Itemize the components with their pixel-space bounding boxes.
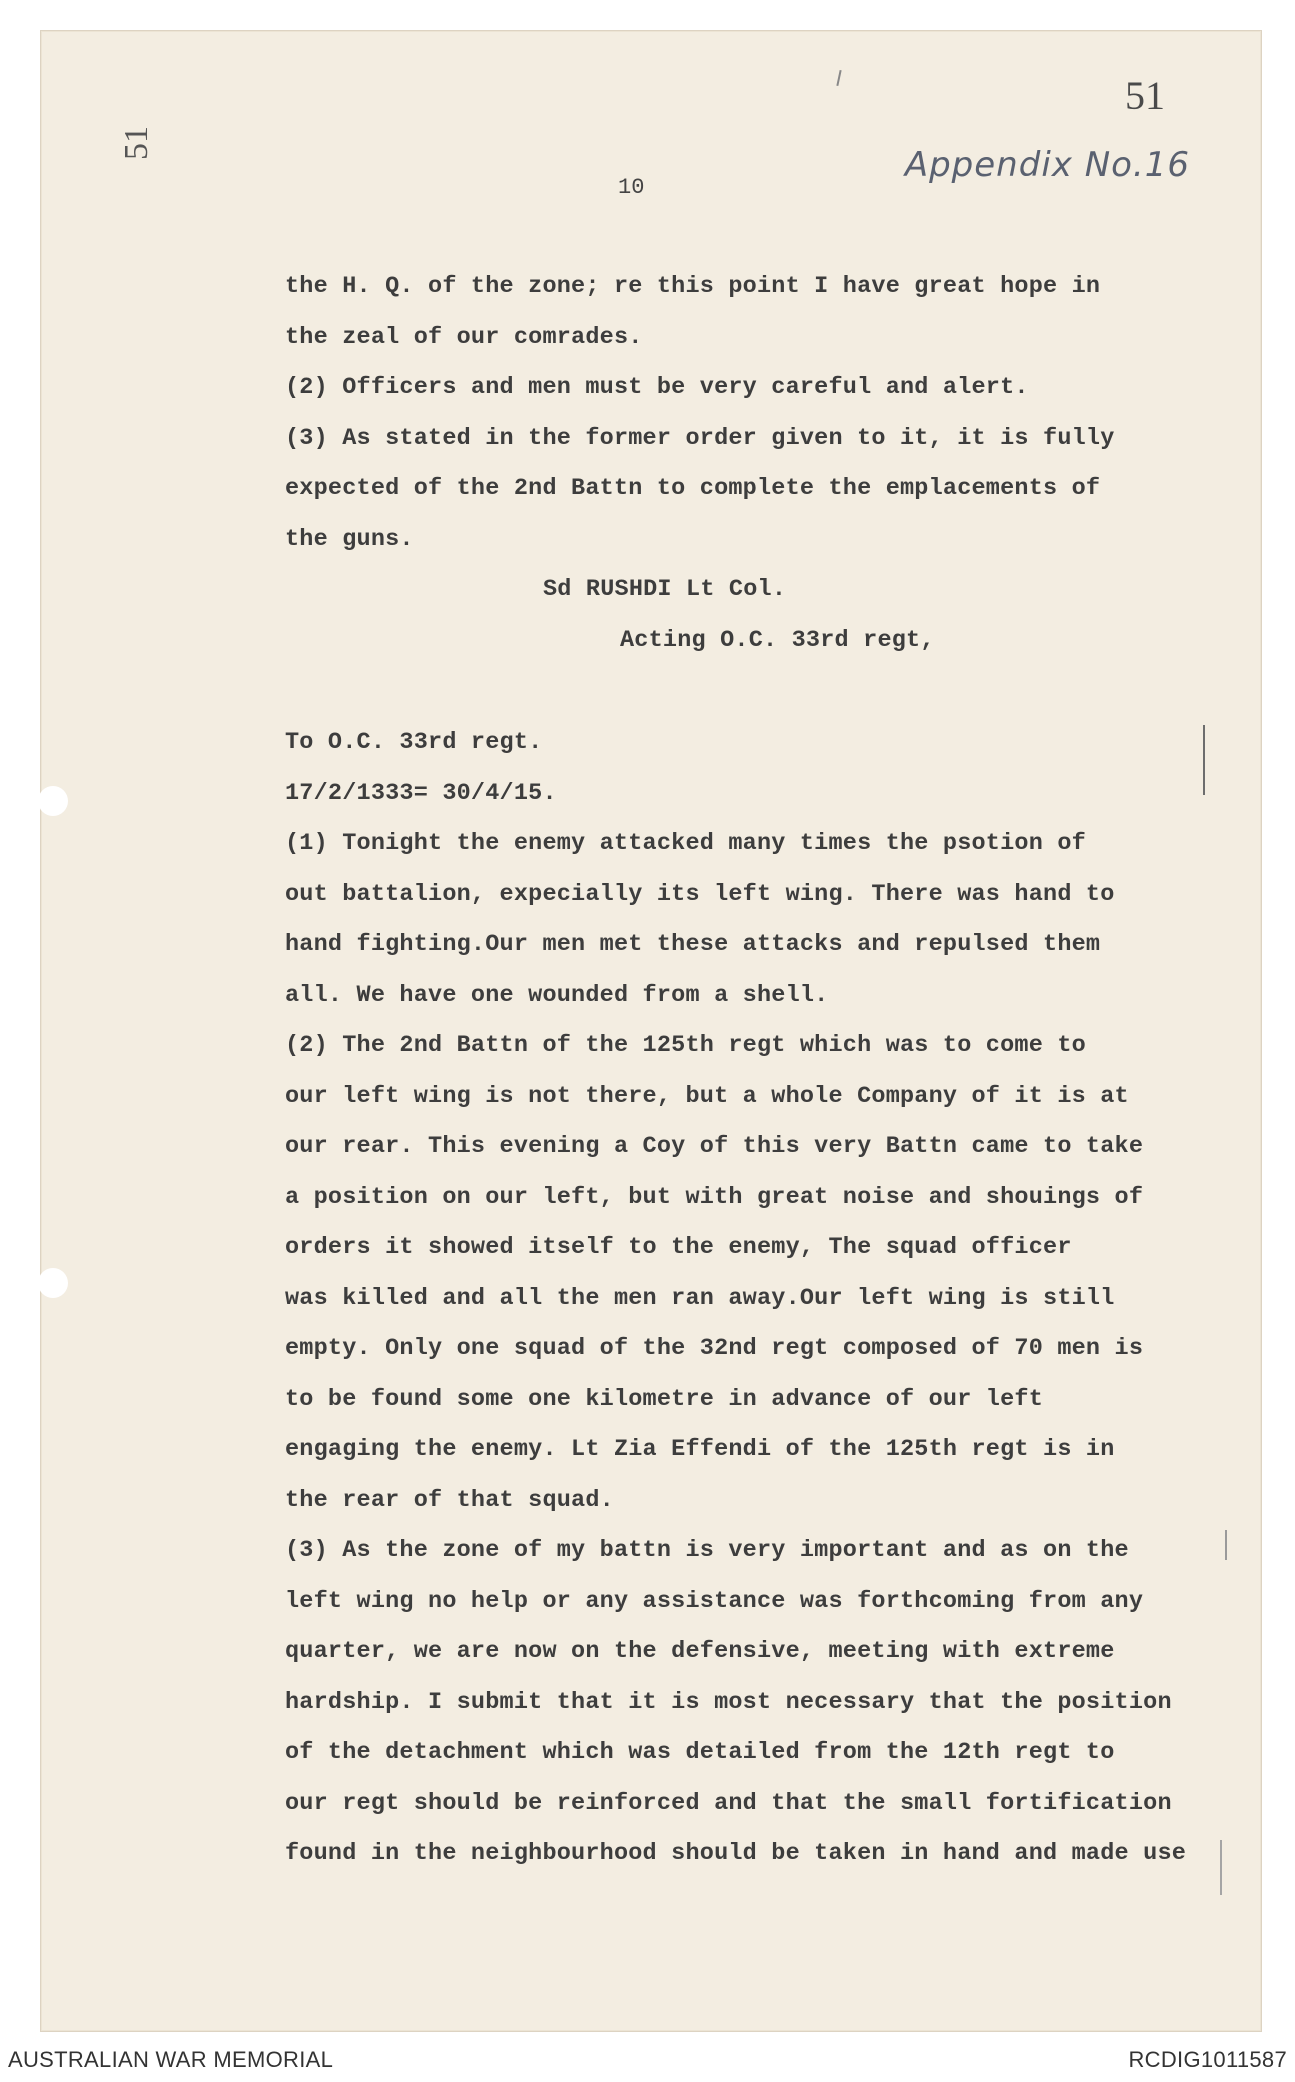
text-line: all. We have one wounded from a shell.: [285, 981, 829, 1009]
text-line: orders it showed itself to the enemy, The squad officer: [285, 1234, 1072, 1261]
text-line: the H. Q. of the zone; re this point I have great hope in: [285, 273, 1101, 300]
text-line: (3) As stated in the former order given to it, it is fully: [285, 424, 1115, 452]
text-line: the guns.: [285, 525, 414, 553]
text-line: a position on our left, but with great noise and shouings of: [285, 1183, 1144, 1211]
page-number: 10: [618, 175, 645, 200]
text-line: was killed and all the men ran away.Our left wing is still: [285, 1284, 1115, 1312]
folio-number: 51: [1125, 73, 1165, 118]
text-line: to be found some one kilometre in advance of our left: [285, 1385, 1044, 1413]
text-line: of the detachment which was detailed from the 12th regt to: [285, 1739, 1115, 1766]
punch-hole: [38, 1268, 68, 1298]
text-line: hardship. I submit that it is most necessary that the position: [285, 1688, 1172, 1716]
text-line: our rear. This evening a Coy of this very Battn came to take: [285, 1133, 1144, 1160]
text-line: hand fighting.Our men met these attacks and repulsed them: [285, 931, 1101, 958]
text-line: (2) The 2nd Battn of the 125th regt which was to come to: [285, 1032, 1086, 1059]
text-line: the rear of that squad.: [285, 1486, 614, 1514]
text-line: found in the neighbourhood should be taken in hand and made use: [285, 1840, 1187, 1867]
text-line: our left wing is not there, but a whole Company of it is at: [285, 1082, 1129, 1110]
pencil-mark: [1225, 1530, 1227, 1560]
footer-record-id: RCDIG1011587: [1128, 2047, 1287, 2072]
punch-hole: [38, 786, 68, 816]
addressee-line: To O.C. 33rd regt.: [285, 729, 543, 756]
text-line: (2) Officers and men must be very careful and alert.: [285, 374, 1029, 401]
text-line: the zeal of our comrades.: [285, 323, 643, 351]
date-line: 17/2/1333= 30/4/15.: [285, 779, 557, 807]
text-line: expected of the 2nd Battn to complete the emplacements of: [285, 475, 1101, 502]
text-line: quarter, we are now on the defensive, meeting with extreme: [285, 1638, 1115, 1665]
text-line: our regt should be reinforced and that the small fortification: [285, 1789, 1172, 1817]
text-line: empty. Only one squad of the 32nd regt composed of 70 men is: [285, 1335, 1144, 1362]
text-line: left wing no help or any assistance was forthcoming from any: [285, 1587, 1144, 1615]
signature-title: Acting O.C. 33rd regt,: [620, 626, 935, 654]
spacer: [285, 666, 1245, 718]
side-folio-number: 51: [118, 126, 155, 160]
signature-name: Sd RUSHDI Lt Col.: [543, 576, 787, 603]
text-line: engaging the enemy. Lt Zia Effendi of the 125th regt is in: [285, 1436, 1115, 1463]
document-body: [285, 262, 1245, 1880]
appendix-note: Appendix No.16: [904, 145, 1190, 185]
pencil-mark: [1220, 1840, 1222, 1895]
footer-archive-name: AUSTRALIAN WAR MEMORIAL: [8, 2047, 334, 2072]
text-line: (1) Tonight the enemy attacked many times the psotion of: [285, 830, 1086, 857]
text-line: out battalion, expecially its left wing. There was hand to: [285, 880, 1115, 908]
pencil-mark: [1203, 725, 1205, 795]
text-line: (3) As the zone of my battn is very important and as on the: [285, 1537, 1129, 1564]
